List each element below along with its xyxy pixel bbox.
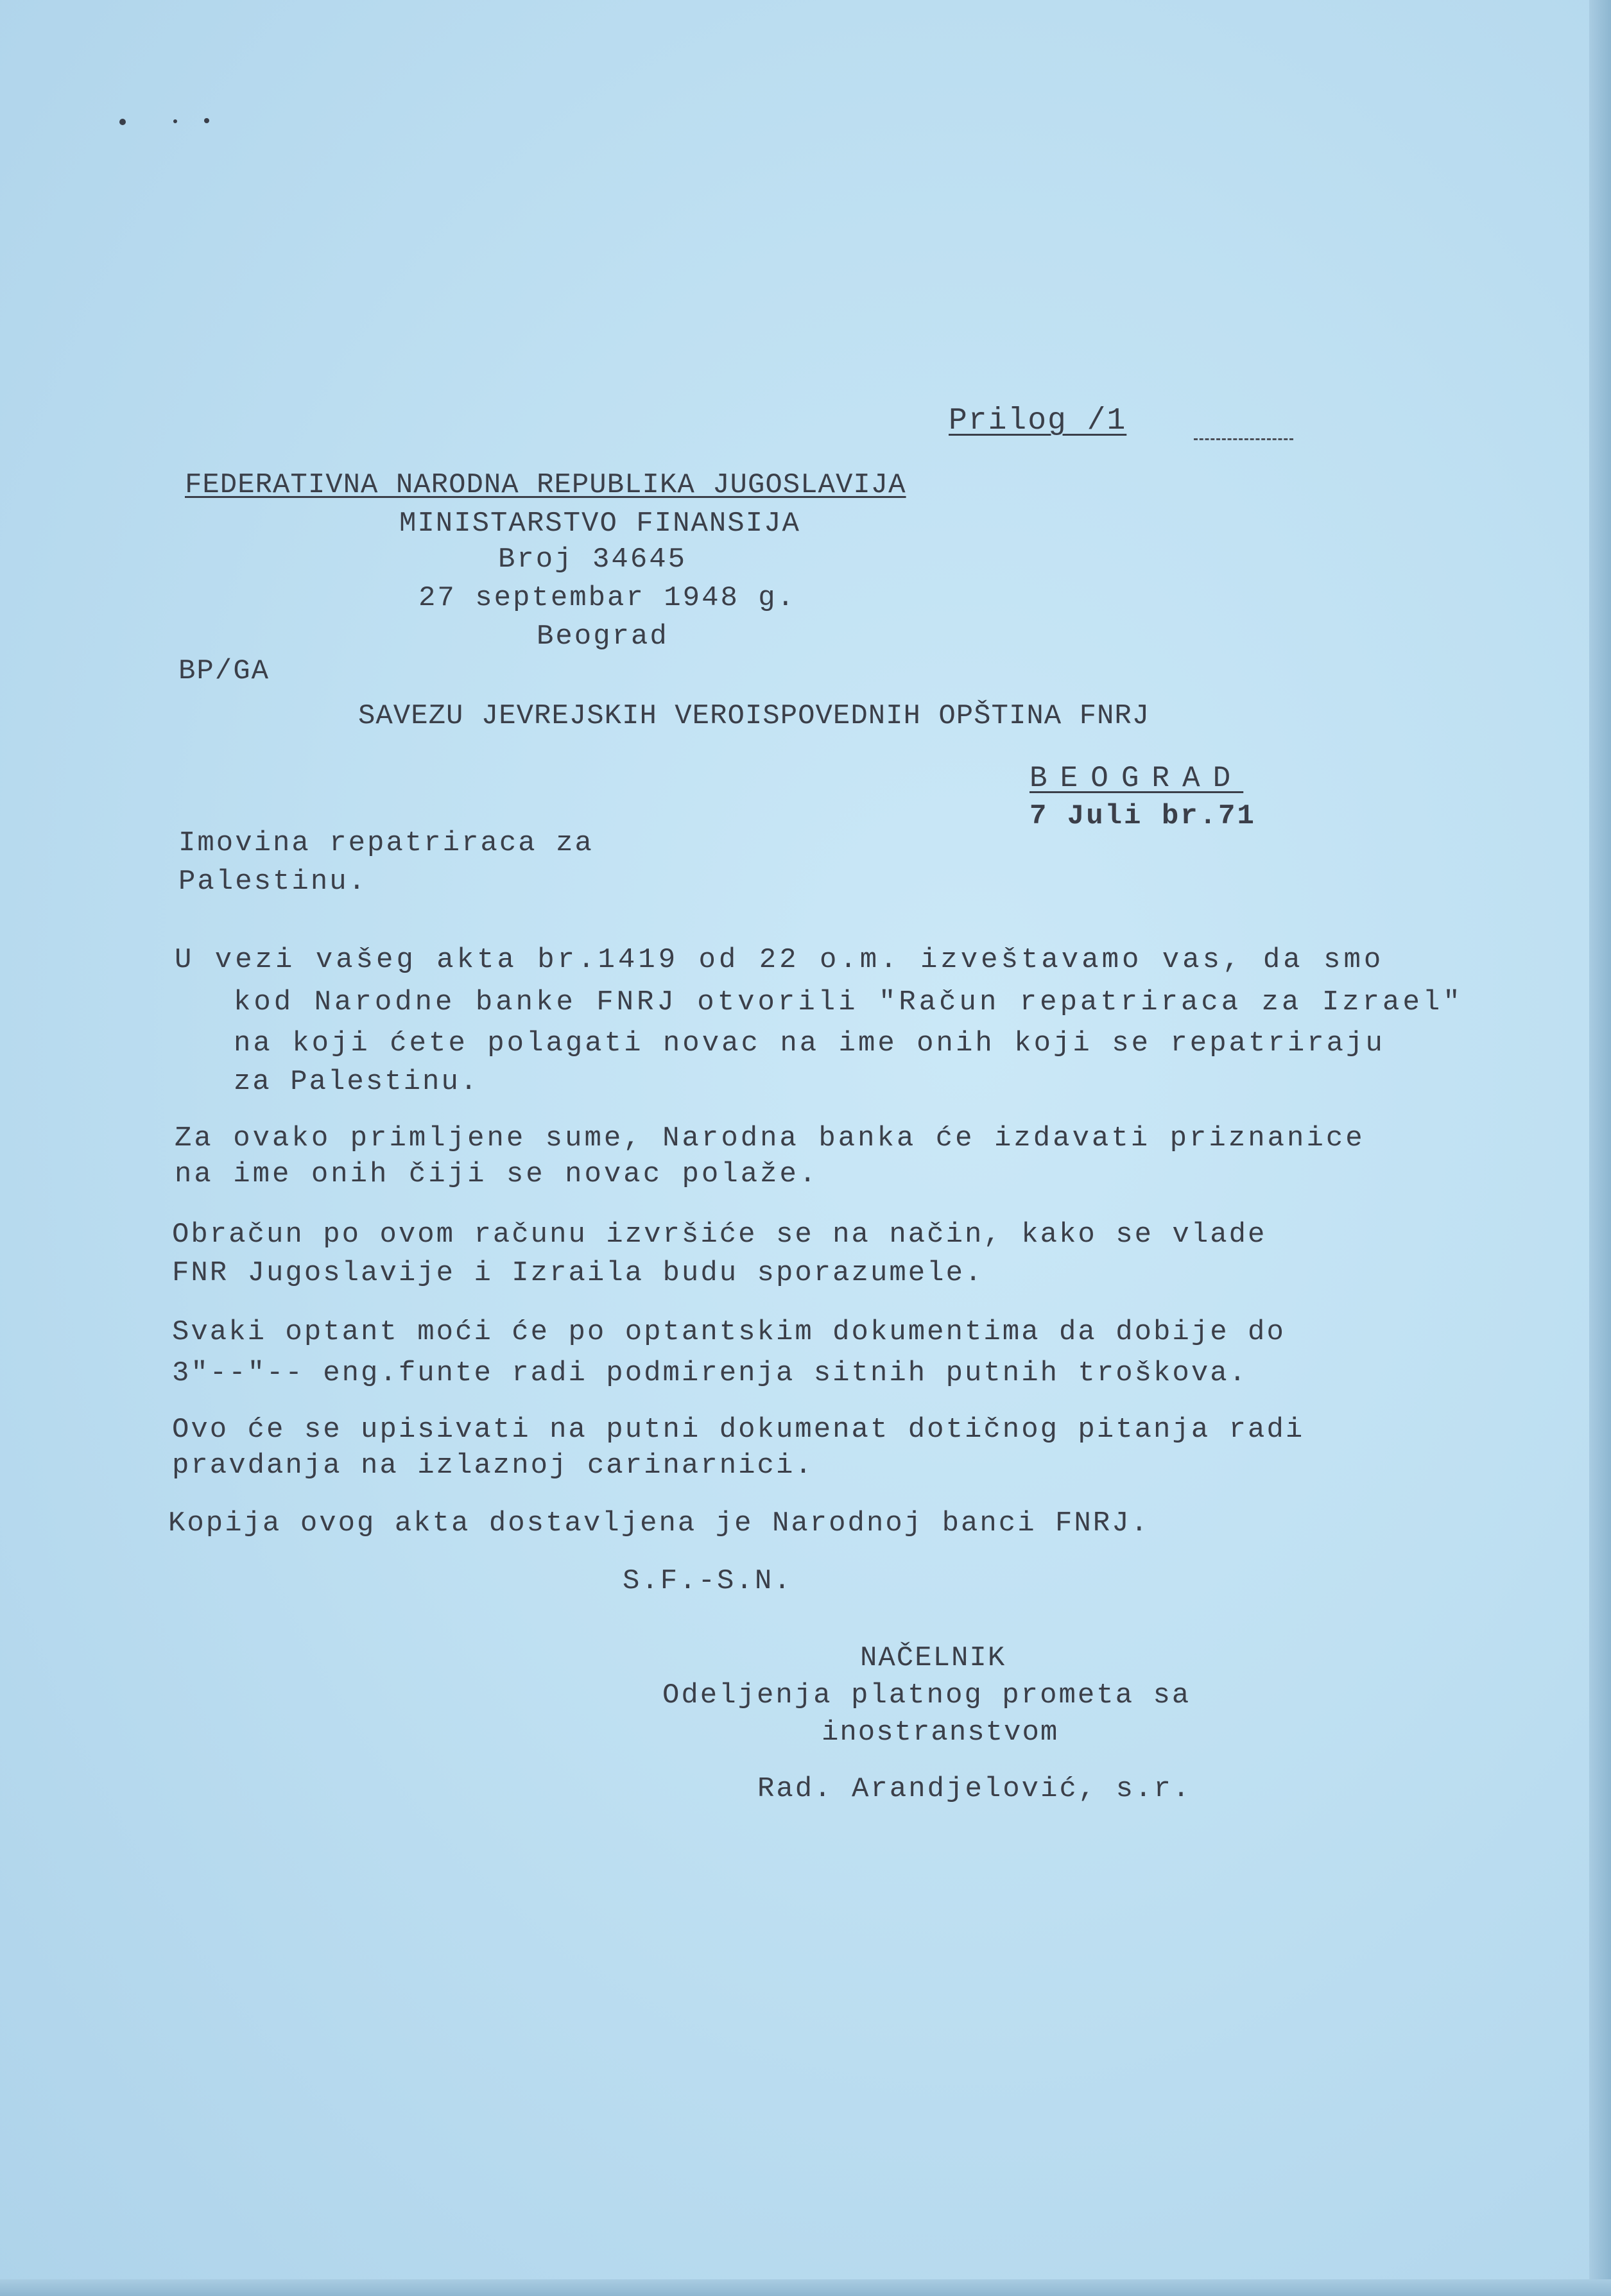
recipient-city: BEOGRAD (1029, 762, 1244, 795)
body-p2-line-1: Za ovako primljene sume, Narodna banka će izdavati priznanice (175, 1122, 1365, 1154)
header-date: 27 septembar 1948 g. (418, 582, 797, 614)
body-p4-line-1: Svaki optant moći će po optantskim dokumentima da dobije do (172, 1316, 1286, 1348)
dashed-rule (1194, 438, 1293, 440)
body-p3-line-1: Obračun po ovom računu izvršiće se na način, kako se vlade (172, 1219, 1267, 1251)
recipient-name: SAVEZU JEVREJSKIH VEROISPOVEDNIH OPŠTINA FNRJ (358, 700, 1150, 732)
body-p3-line-2: FNR Jugoslavije i Izraila budu sporazumele. (172, 1257, 984, 1289)
signature-department-line-2: inostranstvom (822, 1717, 1059, 1749)
body-p4-line-2: 3"--"-- eng.funte radi podmirenja sitnih putnih troškova. (172, 1357, 1248, 1389)
body-p6-line-1: Kopija ovog akta dostavljena je Narodnoj banci FNRJ. (168, 1507, 1150, 1539)
header-ministry: MINISTARSTVO FINANSIJA (399, 508, 800, 540)
scan-speck (119, 119, 126, 125)
signature-department-line-1: Odeljenja platnog prometa sa (662, 1679, 1191, 1711)
scan-speck (173, 119, 177, 123)
signature-name: Rad. Arandjelović, s.r. (757, 1773, 1192, 1805)
page-edge-bottom (0, 2279, 1611, 2296)
page-edge-right (1589, 0, 1611, 2296)
body-p1-line-3: na koji ćete polagati novac na ime onih koji se repatriraju (234, 1027, 1385, 1059)
initials: S.F.-S.N. (623, 1565, 793, 1597)
body-p2-line-2: na ime onih čiji se novac polaže. (175, 1158, 819, 1190)
scan-speck (204, 118, 209, 123)
attachment-label: Prilog /1 (949, 404, 1127, 438)
body-p1-line-1: U vezi vašeg akta br.1419 od 22 o.m. izveštavamo vas, da smo (175, 944, 1384, 976)
reference-code: BP/GA (178, 655, 270, 687)
header-state: FEDERATIVNA NARODNA REPUBLIKA JUGOSLAVIJA (185, 469, 906, 501)
header-city: Beograd (537, 621, 669, 653)
subject-line-2: Palestinu. (178, 866, 368, 898)
body-p1-line-4: za Palestinu. (234, 1066, 479, 1098)
body-p1-line-2: kod Narodne banke FNRJ otvorili "Račun repatriraca za Izrael" (234, 986, 1463, 1018)
signature-title: NAČELNIK (860, 1642, 1006, 1674)
header-number: Broj 34645 (498, 544, 687, 576)
body-p5-line-2: pravdanja na izlaznoj carinarnici. (172, 1450, 814, 1482)
recipient-file-note: 7 Juli br.71 (1029, 800, 1256, 832)
body-p5-line-1: Ovo će se upisivati na putni dokumenat dotičnog pitanja radi (172, 1414, 1305, 1446)
subject-line-1: Imovina repatriraca za (178, 827, 594, 859)
